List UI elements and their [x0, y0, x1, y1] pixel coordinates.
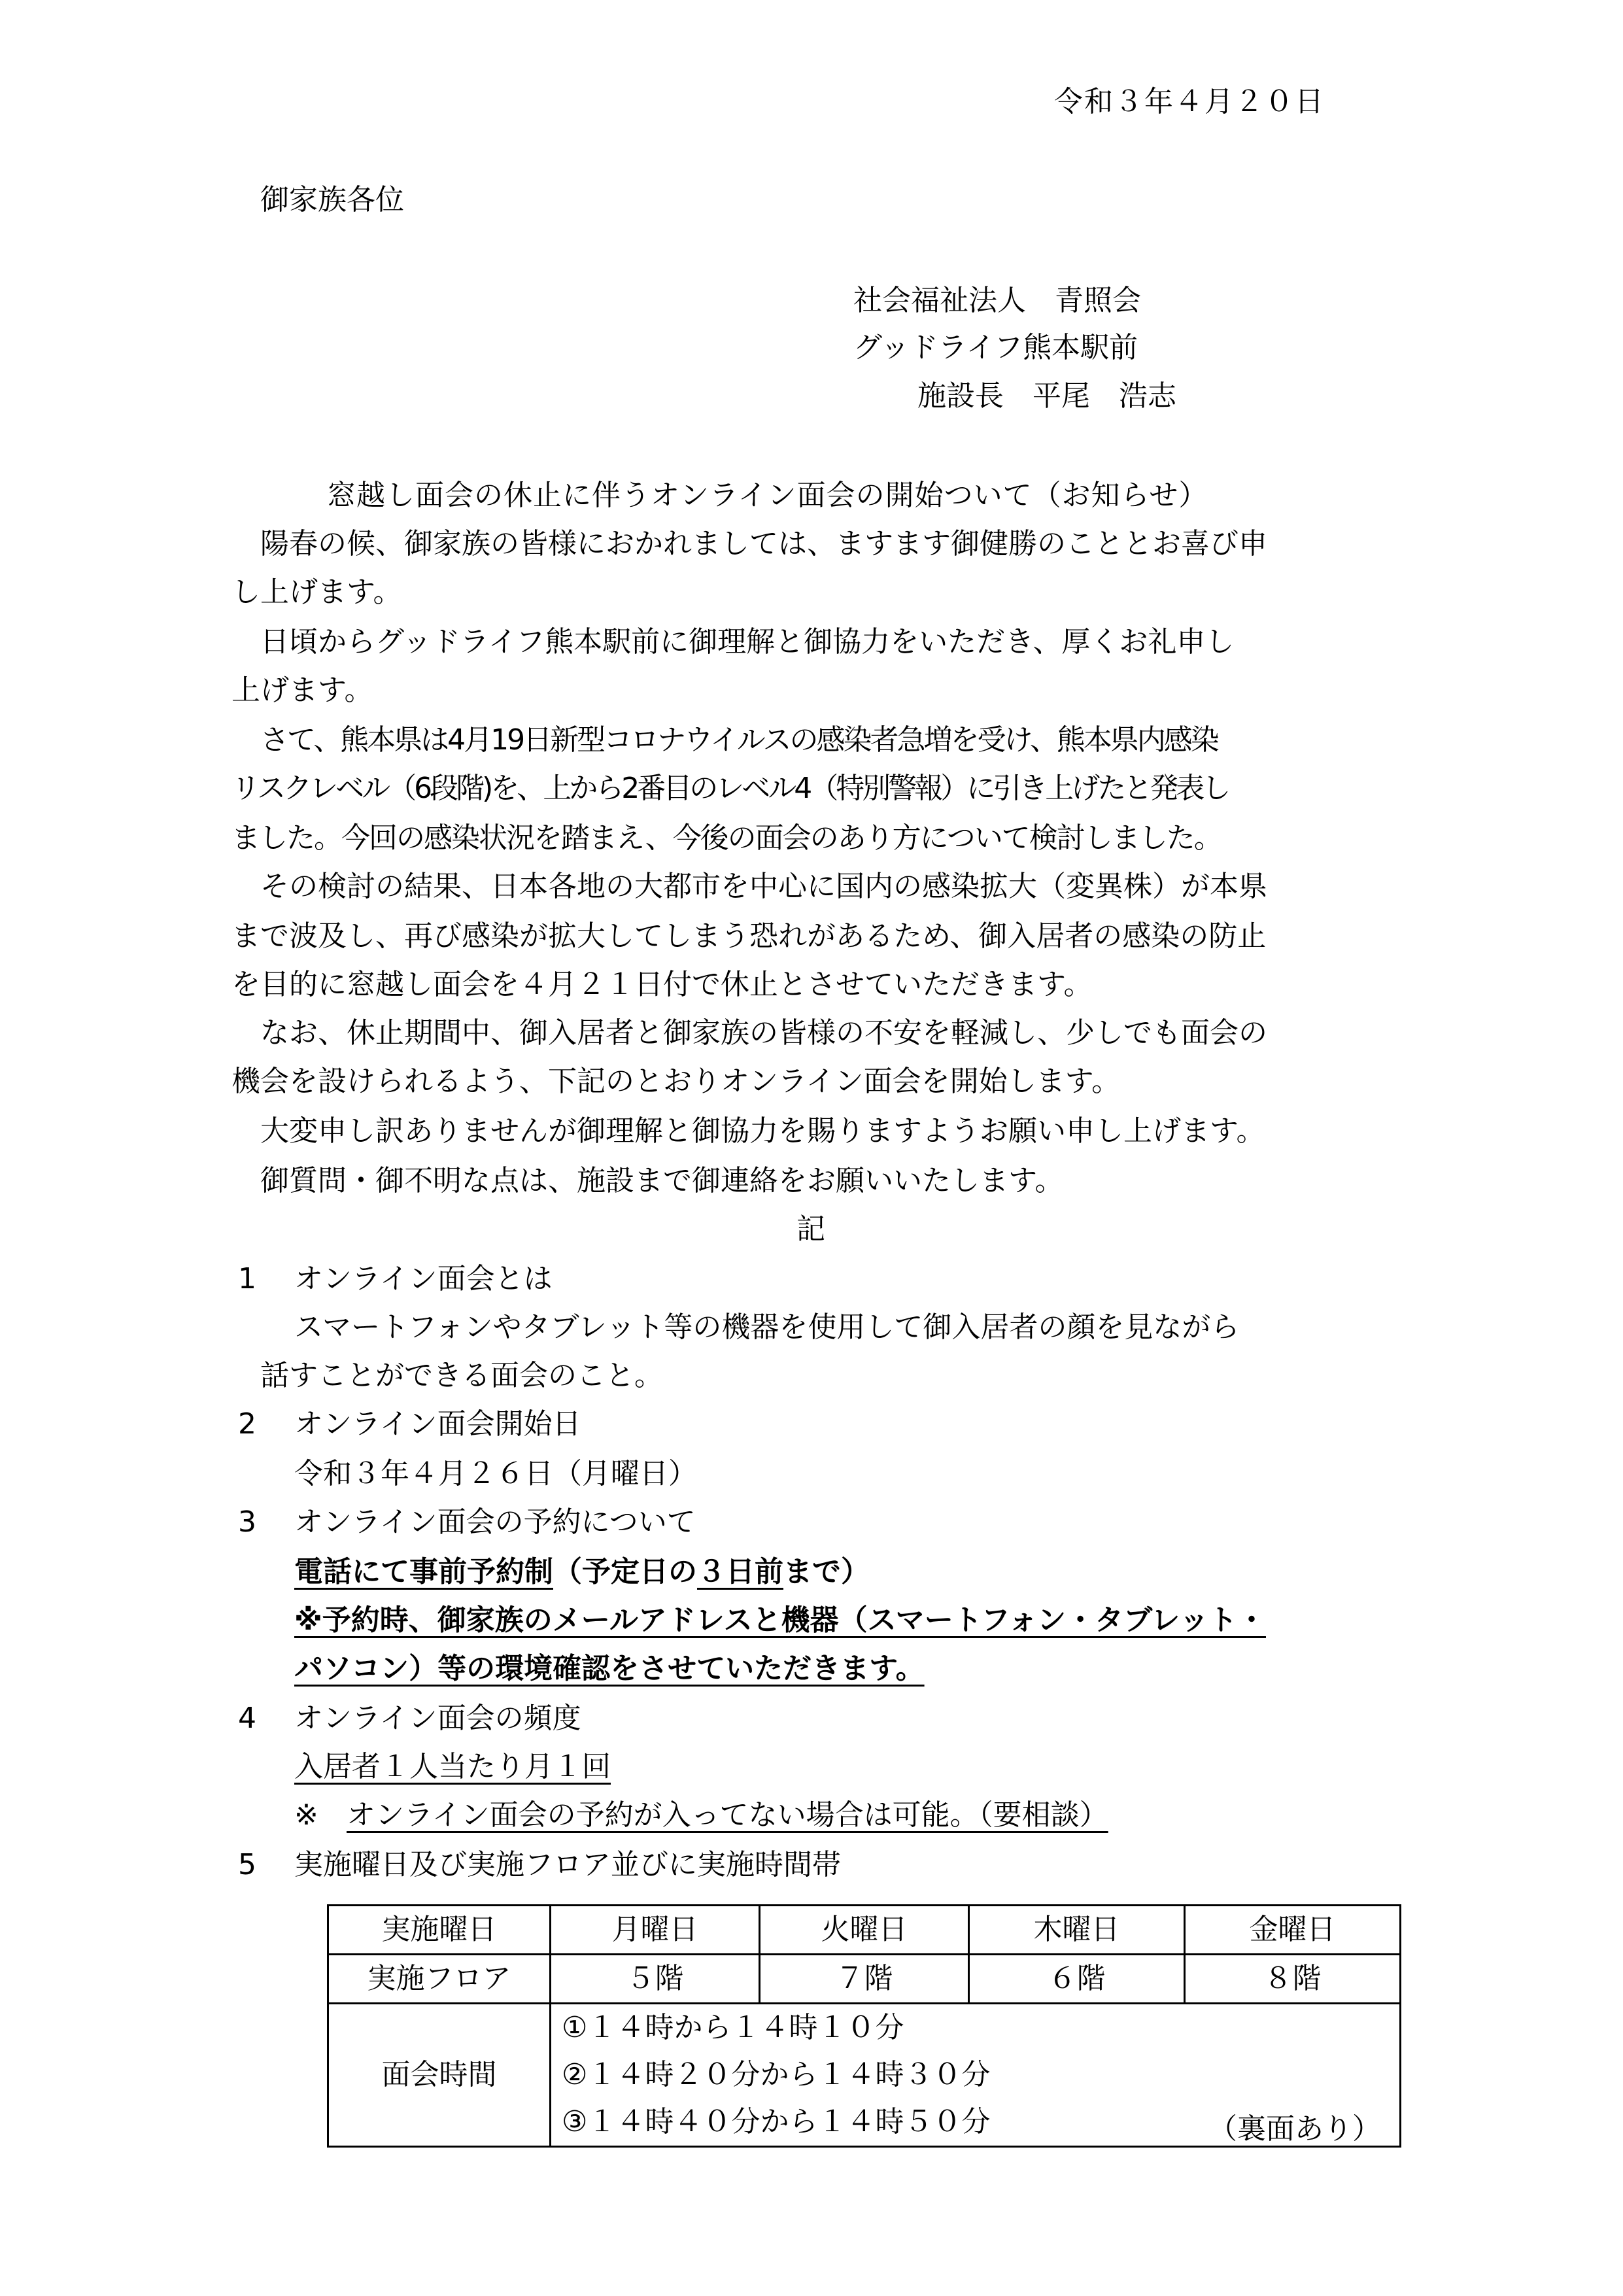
- floor-cell: ７階: [760, 1955, 969, 2004]
- item-title: オンライン面会の頻度: [294, 1702, 581, 1735]
- floor-cell: ５階: [551, 1955, 760, 2004]
- reservation-deadline-prefix: （予定日の: [553, 1555, 697, 1588]
- time-slot: ①１４時から１４時１０分: [562, 2011, 904, 2044]
- day-cell: 火曜日: [760, 1906, 969, 1955]
- frequency-text: 入居者１人当たり月１回: [294, 1750, 611, 1783]
- item-text: 令和３年４月２６日（月曜日）: [294, 1457, 697, 1490]
- item-number: 1: [238, 1262, 256, 1295]
- ki-heading: 記: [796, 1212, 825, 1246]
- sender-facility: グッドライフ熊本駅前: [853, 331, 1138, 364]
- document-date: 令和３年４月２０日: [1054, 85, 1325, 118]
- table-row-floors: [328, 1955, 1401, 2004]
- item-number: 4: [238, 1702, 256, 1735]
- body-line: まで波及し、再び感染が拡大してしまう恐れがあるため、御入居者の感染の防止: [231, 919, 1267, 953]
- body-line: リスクレベル（6段階)を、上から2番目のレベル4（特別警報）に引き上げたと発表し: [231, 772, 1229, 805]
- body-line: その検討の結果、日本各地の大都市を中心に国内の感染拡大（変異株）が本県: [260, 870, 1267, 903]
- day-cell: 木曜日: [969, 1906, 1185, 1955]
- body-line: 日頃からグッドライフ熊本駅前に御理解と御協力をいただき、厚くお礼申し: [260, 625, 1235, 659]
- reservation-note: ※予約時、御家族のメールアドレスと機器（スマートフォン・タブレット・: [294, 1603, 1266, 1637]
- item-number: 2: [238, 1407, 256, 1441]
- reservation-deadline-days: ３日前: [697, 1555, 783, 1588]
- body-line: なお、休止期間中、御入居者と御家族の皆様の不安を軽減し、少しでも面会の: [260, 1016, 1267, 1050]
- item-title: オンライン面会の予約について: [294, 1505, 696, 1539]
- body-line: 上げます。: [231, 674, 373, 707]
- day-cell: 金曜日: [1185, 1906, 1401, 1955]
- schedule-table: [327, 1904, 1401, 2148]
- item-title: オンライン面会開始日: [294, 1407, 581, 1441]
- floor-cell: ６階: [969, 1955, 1185, 2004]
- floor-cell: ８階: [1185, 1955, 1401, 2004]
- frequency-note: オンライン面会の予約が入ってない場合は可能。（要相談）: [347, 1798, 1108, 1832]
- item-text: スマートフォンやタブレット等の機器を使用して御入居者の顔を見ながら: [294, 1311, 1240, 1344]
- page-title: 窓越し面会の休止に伴うオンライン面会の開始ついて（お知らせ）: [327, 479, 1208, 512]
- item-text: 話すことができる面会のこと。: [260, 1359, 663, 1392]
- item-title: 実施曜日及び実施フロア並びに実施時間帯: [294, 1848, 841, 1881]
- item-title: オンライン面会とは: [294, 1262, 553, 1295]
- body-line: さて、熊本県は4月19日新型コロナウイルスの感染者急増を受け、熊本県内感染: [260, 723, 1218, 757]
- time-slot: ③１４時４０分から１４時５０分: [562, 2105, 991, 2138]
- body-line: を目的に窓越し面会を４月２１日付で休止とさせていただきます。: [231, 968, 1093, 1001]
- body-line: 御質問・御不明な点は、施設まで御連絡をお願いいたします。: [260, 1164, 1064, 1197]
- frequency-note-mark: ※: [294, 1798, 318, 1832]
- footer-note: （裏面あり）: [1208, 2112, 1381, 2146]
- body-line: 陽春の候、御家族の皆様におかれましては、ますます御健勝のこととお喜び申: [260, 527, 1267, 560]
- item-number: 5: [238, 1848, 256, 1881]
- reservation-method: [294, 1555, 870, 1588]
- body-line: 大変申し訳ありませんが御理解と御協力を賜りますようお願い申し上げます。: [260, 1114, 1265, 1148]
- reservation-note-cont: パソコン）等の環境確認をさせていただきます。: [294, 1652, 925, 1685]
- reservation-deadline-suffix: まで）: [783, 1555, 870, 1588]
- floor-header-cell: 実施フロア: [328, 1955, 551, 2004]
- time-header-cell: 面会時間: [328, 2004, 551, 2147]
- sender-corporation: 社会福祉法人 青照会: [853, 284, 1141, 317]
- table-row-days: [328, 1906, 1401, 1955]
- day-header-cell: 実施曜日: [328, 1906, 551, 1955]
- item-number: 3: [238, 1505, 256, 1539]
- addressee: 御家族各位: [260, 183, 404, 216]
- body-line: ました。今回の感染状況を踏まえ、今後の面会のあり方について検討しました。: [231, 821, 1222, 855]
- body-line: 機会を設けられるよう、下記のとおりオンライン面会を開始します。: [231, 1065, 1121, 1098]
- time-slot: ②１４時２０分から１４時３０分: [562, 2058, 991, 2091]
- body-line: し上げます。: [231, 575, 402, 609]
- reservation-method-label: 電話にて事前予約制: [294, 1555, 553, 1588]
- sender-director: 施設長 平尾 浩志: [917, 379, 1176, 413]
- day-cell: 月曜日: [551, 1906, 760, 1955]
